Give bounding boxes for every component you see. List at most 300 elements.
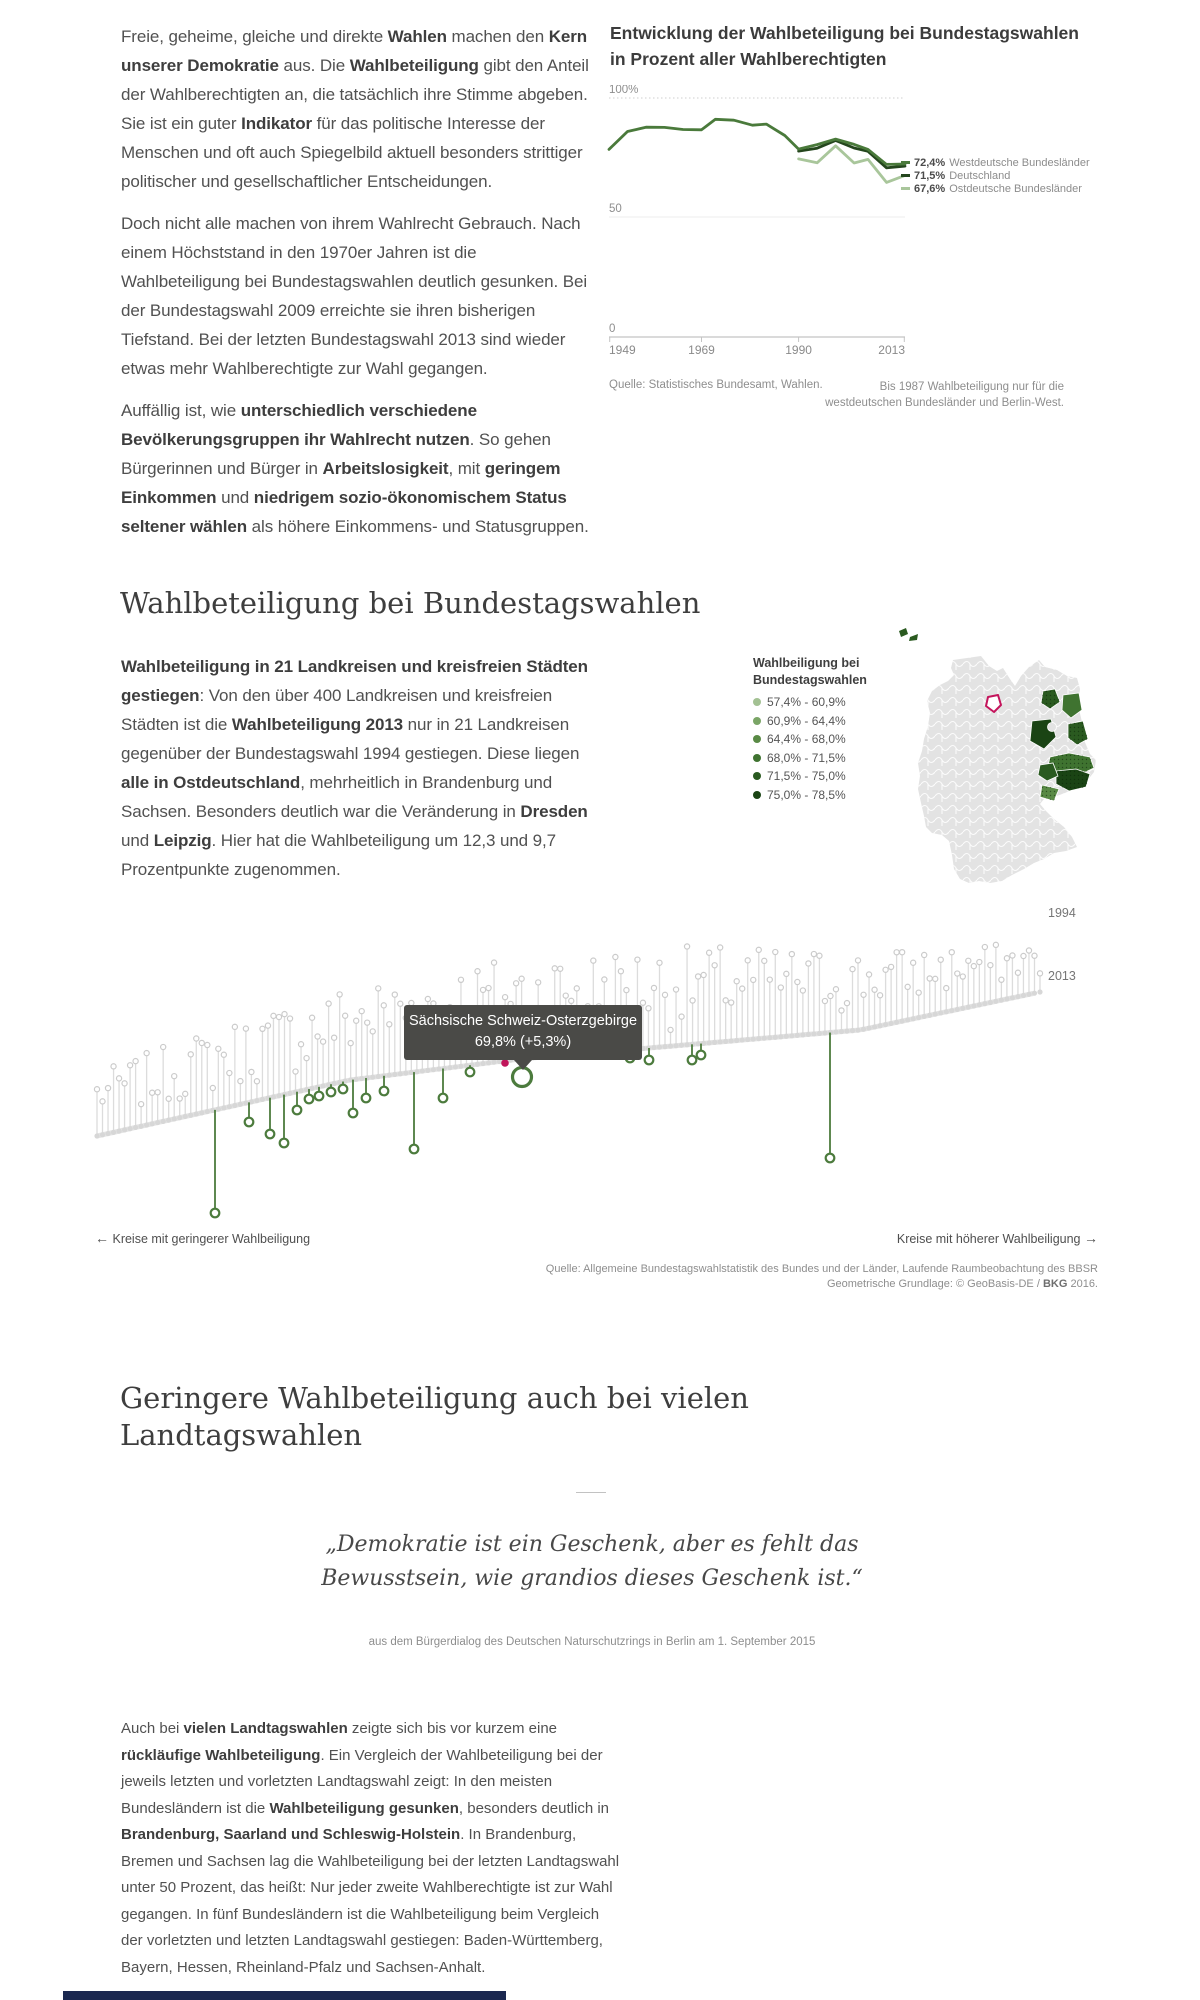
germany-districts-map[interactable] (893, 610, 1103, 905)
pin-base (199, 1110, 204, 1115)
legend-dot-icon (753, 717, 761, 725)
pin-head (960, 974, 965, 979)
pin-base (982, 1001, 987, 1006)
pin-head (376, 986, 381, 991)
pin-base (894, 1020, 899, 1025)
legend-dot-icon (753, 772, 761, 780)
pin-base (475, 1062, 480, 1067)
pin-head (536, 980, 541, 985)
pin-head (701, 972, 706, 977)
pin-head (1004, 956, 1009, 961)
pin-head (1015, 970, 1020, 975)
pin-head (872, 987, 877, 992)
bundestag-paragraph: Wahlbeteiligung in 21 Landkreisen und kreisfreien Städten gestiegen: Von den über 400 Landkreisen und kreisfreien Städten ist die Wahlbeteiligung 2013 nur in 21 Landkreisen gegenüber der Bundestagswahl 1994 gestiegen. Diese liegen alle in Ostdeutschland, mehrheitlich in Brandenburg und Sachsen. Besonders deutlich war die Veränderung in Dresden und Leipzig. Hier hat die Wahlbeteiligung um 12,3 und 9,7 Prozentpunkte zugenommen. (121, 657, 588, 879)
pin-head (949, 950, 954, 955)
pin-base (767, 1035, 772, 1040)
pin-head (740, 986, 745, 991)
legend-dot-icon (753, 735, 761, 743)
pin-head (833, 987, 838, 992)
pin-head (938, 957, 943, 962)
island-district (899, 628, 908, 637)
pin-head (850, 966, 855, 971)
pin-base (993, 999, 998, 1004)
pin-head (784, 971, 789, 976)
pin-base (745, 1037, 750, 1042)
pin-base (784, 1034, 789, 1039)
pin-head (205, 1042, 210, 1047)
pin-base (354, 1077, 359, 1082)
pin-head (695, 974, 700, 979)
pin-base (922, 1014, 927, 1019)
pin-head (574, 986, 579, 991)
pin-head (684, 944, 689, 949)
pin-head (767, 977, 772, 982)
pin-base (359, 1076, 364, 1081)
pin-head (922, 952, 927, 957)
pin-head (1037, 971, 1042, 976)
pin-head (254, 1079, 259, 1084)
pin-head (282, 1011, 287, 1016)
pin-head (458, 977, 463, 982)
pin-base (287, 1091, 292, 1096)
legend-dot-icon (753, 791, 761, 799)
pin-base (205, 1109, 210, 1114)
pin-head (514, 981, 519, 986)
tooltip-district-value: 69,8% (+5,3%) (474, 1034, 572, 1050)
pin-base (232, 1103, 237, 1108)
pin-base (486, 1060, 491, 1065)
pin-base (712, 1040, 717, 1045)
trend-line-Westdeutsche Bundesländer (609, 119, 905, 164)
pin-base (778, 1034, 783, 1039)
pin-base (425, 1068, 430, 1073)
pin-head (889, 964, 894, 969)
pin-base (238, 1102, 243, 1107)
pin-base (370, 1075, 375, 1080)
pin-head (811, 951, 816, 956)
intro-paragraph-2: Doch nicht alle machen von ihrem Wahlrecht Gebrauch. Nach einem Höchststand in den 1970er Jahren ist die Wahlbeteiligung bei Bundestagswahlen deutlich gesunken. Bei der Bundestagswahl 2009 erreichte sie ihren bisherigen Tiefstand. Bei der letzten Bundestagswahl 2013 sind wieder etwas mehr Wahlberechtigte zur Wahl gegangen. (121, 214, 588, 378)
pin-head (122, 1081, 127, 1086)
pin-head (977, 959, 982, 964)
pin-head (287, 1016, 292, 1021)
pin-head (679, 1014, 684, 1019)
green-district-circle[interactable] (688, 1056, 697, 1065)
red-district-dot[interactable] (501, 1059, 509, 1067)
district-lollipop-chart[interactable] (90, 895, 1075, 1245)
map-legend-title: Wahlbeiligung bei (753, 656, 860, 670)
strip-label-2013: 2013 (1048, 969, 1076, 983)
pin-head (216, 1046, 221, 1051)
pin-head (320, 1039, 325, 1044)
pin-head (651, 985, 656, 990)
y-label-50: 50 (609, 203, 622, 215)
legend-label: Westdeutsche Bundesländer (949, 157, 1090, 169)
pin-base (955, 1007, 960, 1012)
trend-legend-item (901, 170, 1090, 182)
berlin-district (1048, 723, 1057, 732)
trend-line-chart[interactable] (605, 85, 1070, 380)
legend-range: 71,5% - 75,0% (767, 769, 846, 784)
highlighted-district-circle[interactable] (513, 1068, 532, 1087)
pin-base (332, 1081, 337, 1086)
pin-head (304, 1056, 309, 1061)
map-legend-item (753, 786, 867, 805)
pin-base (872, 1024, 877, 1029)
map-legend-item (753, 749, 867, 768)
green-district-circle[interactable] (211, 1209, 220, 1218)
pin-base (216, 1107, 221, 1112)
pin-head (276, 1014, 281, 1019)
pin-head (486, 985, 491, 990)
pin-base (309, 1086, 314, 1091)
green-district-circle[interactable] (305, 1095, 314, 1104)
pin-base (822, 1030, 827, 1035)
legend-dot-icon (753, 754, 761, 762)
pin-head (993, 942, 998, 947)
pin-base (673, 1043, 678, 1048)
pin-base (718, 1039, 723, 1044)
pin-base (729, 1038, 734, 1043)
pin-head (624, 987, 629, 992)
green-district-circle[interactable] (362, 1094, 371, 1103)
pin-head (480, 987, 485, 992)
pin-head (883, 967, 888, 972)
pin-head (646, 1006, 651, 1011)
pin-head (894, 950, 899, 955)
pin-head (249, 1069, 254, 1074)
pin-base (833, 1029, 838, 1034)
pin-head (955, 971, 960, 976)
green-district-circle[interactable] (466, 1068, 475, 1077)
pin-base (420, 1068, 425, 1073)
pin-base (756, 1036, 761, 1041)
pin-head (751, 977, 756, 982)
pin-head (425, 996, 430, 1001)
pin-head (221, 1052, 226, 1057)
quote-attribution: aus dem Bürgerdialog des Deutschen Naturschutzrings in Berlin am 1. September 2015 (368, 1636, 816, 1648)
green-district-circle[interactable] (349, 1109, 358, 1118)
pin-head (927, 976, 932, 981)
pin-base (161, 1119, 166, 1124)
pin-base (679, 1043, 684, 1048)
pin-base (933, 1012, 938, 1017)
pin-head (298, 1042, 303, 1047)
pin-base (883, 1022, 888, 1027)
legend-range: 68,0% - 71,5% (767, 750, 846, 765)
pin-head (800, 988, 805, 993)
green-district-circle[interactable] (327, 1088, 336, 1097)
pin-head (199, 1040, 204, 1045)
strip-label-1994: 1994 (1048, 906, 1076, 920)
pin-head (133, 1059, 138, 1064)
tooltip-district-name: Sächsische Schweiz-Osterzgebirge (408, 1013, 638, 1029)
green-district-circle[interactable] (645, 1056, 654, 1065)
pin-head (640, 1000, 645, 1005)
legend-dot-icon (753, 698, 761, 706)
pin-head (1026, 948, 1031, 953)
pin-base (806, 1032, 811, 1037)
pin-base (414, 1069, 419, 1074)
pin-base (977, 1002, 982, 1007)
pin-head (365, 1020, 370, 1025)
pin-base (376, 1074, 381, 1079)
pin-head (718, 945, 723, 950)
pin-head (139, 1102, 144, 1107)
legend-range: 75,0% - 78,5% (767, 787, 846, 802)
pin-base (150, 1121, 155, 1126)
trend-chart-source: Quelle: Statistisches Bundesamt, Wahlen. (609, 379, 823, 391)
pin-head (155, 1090, 160, 1095)
trend-legend-item (901, 157, 1090, 169)
pin-base (1015, 994, 1020, 999)
green-district-circle[interactable] (826, 1154, 835, 1163)
section-heading-bundestagswahlen: Wahlbeteiligung bei Bundestagswahlen (120, 586, 701, 620)
pin-head (502, 995, 507, 1000)
pin-head (172, 1074, 177, 1079)
pin-base (668, 1044, 673, 1049)
pin-head (911, 960, 916, 965)
pin-head (183, 1091, 188, 1096)
pin-head (326, 1001, 331, 1006)
landtag-paragraph: Auch bei vielen Landtagswahlen zeigte sich bis vor kurzem eine rückläufige Wahlbeteiligung. Ein Vergleich der Wahlbeteiligung bei der jeweils letzten und vorletzten Landtagswahl zeigt: In den meisten Bundesländern ist die Wahlbeteiligung gesunken, besonders deutlich in Brandenburg, Saarland und Schleswig-Holstein. In Brandenburg, Bremen und Sachsen lag die Wahlbeteiligung bei der letzten Landtagswahl unter 50 Prozent, das heißt: Nur jeder zweite Wahlberechtigte ist zur Wahl gegangen. In fünf Bundesländern ist die Wahlbeteiligung beim Vergleich der vorletzten und letzten Landtagswahl gestiegen: Baden-Württemberg, Bayern, Hessen, Rheinland-Pfalz und Sachsen-Anhalt. (121, 1720, 620, 1976)
map-legend (753, 655, 867, 804)
pin-head (602, 977, 607, 982)
trend-lines-group (609, 119, 905, 182)
pin-head (227, 1070, 232, 1075)
pin-base (1021, 993, 1026, 998)
pin-head (690, 998, 695, 1003)
pin-head (232, 1024, 237, 1029)
pin-base (960, 1006, 965, 1011)
pin-head (762, 958, 767, 963)
pin-head (861, 992, 866, 997)
pin-head (94, 1087, 99, 1092)
pin-head (900, 950, 905, 955)
pin-head (916, 990, 921, 995)
pin-head (877, 993, 882, 998)
pin-head (343, 1013, 348, 1018)
pin-base (271, 1094, 276, 1099)
pin-head (591, 958, 596, 963)
pin-base (850, 1028, 855, 1033)
pin-head (773, 949, 778, 954)
legend-range: 64,4% - 68,0% (767, 732, 846, 747)
trend-legend-item (901, 183, 1090, 195)
pin-base (684, 1042, 689, 1047)
pin-base (403, 1071, 408, 1076)
pin-base (789, 1033, 794, 1038)
pin-base (447, 1065, 452, 1070)
pin-head (933, 976, 938, 981)
intro-paragraph-3: Auffällig ist, wie unterschiedlich verschiedene Bevölkerungsgruppen ihr Wahlrecht nutzen. So gehen Bürgerinnen und Bürger in Arbeitslosigkeit, mit geringem Einkommen und niedrigem sozio-ökonomischem Status seltener wählen als höhere Einkommens- und Statusgruppen. (121, 401, 589, 536)
pin-head (966, 958, 971, 963)
pin-head (1032, 953, 1037, 958)
pin-head (260, 1026, 265, 1031)
pin-head (745, 958, 750, 963)
pin-base (177, 1115, 182, 1120)
pin-head (354, 1018, 359, 1023)
pin-head (293, 1069, 298, 1074)
green-district-circle[interactable] (266, 1130, 275, 1139)
pin-head (844, 1000, 849, 1005)
pin-head (116, 1076, 121, 1081)
pin-head (161, 1044, 166, 1049)
map-legend-item (753, 693, 867, 712)
pin-base (734, 1038, 739, 1043)
pin-base (480, 1061, 485, 1066)
pin-base (861, 1027, 866, 1032)
green-district-circle[interactable] (697, 1051, 706, 1060)
pin-head (315, 1034, 320, 1039)
pin-head (789, 951, 794, 956)
pin-head (392, 992, 397, 997)
pin-base (751, 1037, 756, 1042)
pin-head (795, 979, 800, 984)
pin-base (971, 1003, 976, 1008)
green-district-circle[interactable] (315, 1092, 324, 1101)
district-tooltip[interactable] (404, 1005, 642, 1060)
pin-head (778, 985, 783, 990)
green-district-circle[interactable] (245, 1118, 254, 1127)
pin-base (227, 1104, 232, 1109)
pin-head (905, 984, 910, 989)
pin-base (817, 1031, 822, 1036)
pin-base (938, 1010, 943, 1015)
pin-base (243, 1100, 248, 1105)
pin-head (238, 1078, 243, 1083)
pin-head (668, 1027, 673, 1032)
pin-head (166, 1096, 171, 1101)
pin-base (657, 1045, 662, 1050)
pin-head (271, 1013, 276, 1018)
pin-base (398, 1071, 403, 1076)
green-district-circle[interactable] (380, 1087, 389, 1096)
pin-head (332, 1035, 337, 1040)
legend-dash-icon (901, 174, 910, 177)
pin-base (144, 1122, 149, 1127)
pin-head (839, 1008, 844, 1013)
pin-head (1021, 953, 1026, 958)
pin-base (133, 1125, 138, 1130)
pin-base (905, 1017, 910, 1022)
quote-divider (576, 1492, 606, 1493)
green-district-circle[interactable] (339, 1085, 348, 1094)
pin-head (982, 944, 987, 949)
pin-head (188, 1052, 193, 1057)
pin-head (569, 998, 574, 1003)
pin-base (762, 1036, 767, 1041)
x-tick-label-1990: 1990 (785, 343, 812, 357)
pin-head (127, 1063, 132, 1068)
pin-base (491, 1060, 496, 1065)
pin-base (260, 1097, 265, 1102)
pin-head (194, 1036, 199, 1041)
pin-head (552, 966, 557, 971)
pin-head (999, 977, 1004, 982)
pin-head (662, 992, 667, 997)
pin-base (740, 1037, 745, 1042)
legend-value: 71,5% (914, 170, 946, 182)
pin-base (1037, 989, 1042, 994)
legend-range: 57,4% - 60,9% (767, 695, 846, 710)
pin-head (828, 993, 833, 998)
legend-dash-icon (901, 161, 910, 164)
pin-base (453, 1064, 458, 1069)
pin-base (166, 1118, 171, 1123)
pin-head (144, 1050, 149, 1055)
pin-head (337, 992, 342, 997)
green-district-circle[interactable] (293, 1106, 302, 1115)
pin-head (944, 985, 949, 990)
pin-head (563, 993, 568, 998)
pin-head (177, 1096, 182, 1101)
y-label-0: 0 (609, 323, 616, 335)
pin-head (723, 998, 728, 1003)
pin-base (839, 1029, 844, 1034)
pin-head (475, 969, 480, 974)
pin-base (276, 1093, 281, 1098)
pin-base (183, 1114, 188, 1119)
pin-base (1032, 991, 1037, 996)
island-district (909, 634, 918, 641)
pin-head (210, 1085, 215, 1090)
pin-base (111, 1130, 116, 1135)
intro-text (121, 22, 599, 554)
x-tick-label-1969: 1969 (688, 343, 715, 357)
legend-label: Ostdeutsche Bundesländer (949, 183, 1082, 195)
pin-base (1026, 992, 1031, 997)
arrow-right-icon: → (1084, 1230, 1098, 1246)
pin-head (988, 963, 993, 968)
x-tick-label-1949: 1949 (609, 343, 636, 357)
pin-base (298, 1088, 303, 1093)
pin-base (105, 1131, 110, 1136)
trend-chart-note: Bis 1987 Wahlbeteiligung nur für die westdeutschen Bundesländer und Berlin-West. (825, 381, 1064, 409)
pin-base (387, 1073, 392, 1078)
pin-base (855, 1028, 860, 1033)
intro-paragraph-1: Freie, geheime, gleiche und direkte Wahlen machen den Kern unserer Demokratie aus. Die Wahlbeteiligung gibt den Anteil der Wahlberechtigten an, die tatsächlich ihre Stimme abgeben. Sie ist ein guter Indikator für das politische Interesse der Menschen und oft auch Spiegelbild aktuell besonders strittiger politischer und gesellschaftlicher Entscheidungen. (121, 27, 589, 191)
pin-head (398, 1001, 403, 1006)
green-district-circle[interactable] (280, 1139, 289, 1148)
map-legend-title: Bundestagswahlen (753, 673, 867, 687)
pin-head (105, 1085, 110, 1090)
green-district-circle[interactable] (410, 1145, 419, 1154)
pin-base (695, 1041, 700, 1046)
pin-base (431, 1067, 436, 1072)
pin-base (916, 1015, 921, 1020)
pin-base (1004, 996, 1009, 1001)
pin-head (822, 998, 827, 1003)
pin-head (707, 950, 712, 955)
strip-axis-note-right: Kreise mit höherer Wahlbeiligung → (896, 1230, 1098, 1246)
pin-head (734, 979, 739, 984)
pin-base (254, 1098, 259, 1103)
pin-head (971, 963, 976, 968)
pin-head (817, 953, 822, 958)
pin-base (927, 1013, 932, 1018)
legend-dash-icon (901, 187, 910, 190)
pin-head (150, 1090, 155, 1095)
pin-head (855, 958, 860, 963)
pull-quote: „Demokratie ist ein Geschenk, aber es fehlt das Bewusstsein, wie grandios dieses Geschenk ist.“ (321, 1532, 863, 1591)
legend-value: 67,6% (914, 183, 946, 195)
pin-base (458, 1064, 463, 1069)
pin-head (729, 1000, 734, 1005)
pin-head (491, 960, 496, 965)
green-district-circle[interactable] (439, 1094, 448, 1103)
pin-head (111, 1064, 116, 1069)
next-section-bar (63, 1991, 506, 2000)
